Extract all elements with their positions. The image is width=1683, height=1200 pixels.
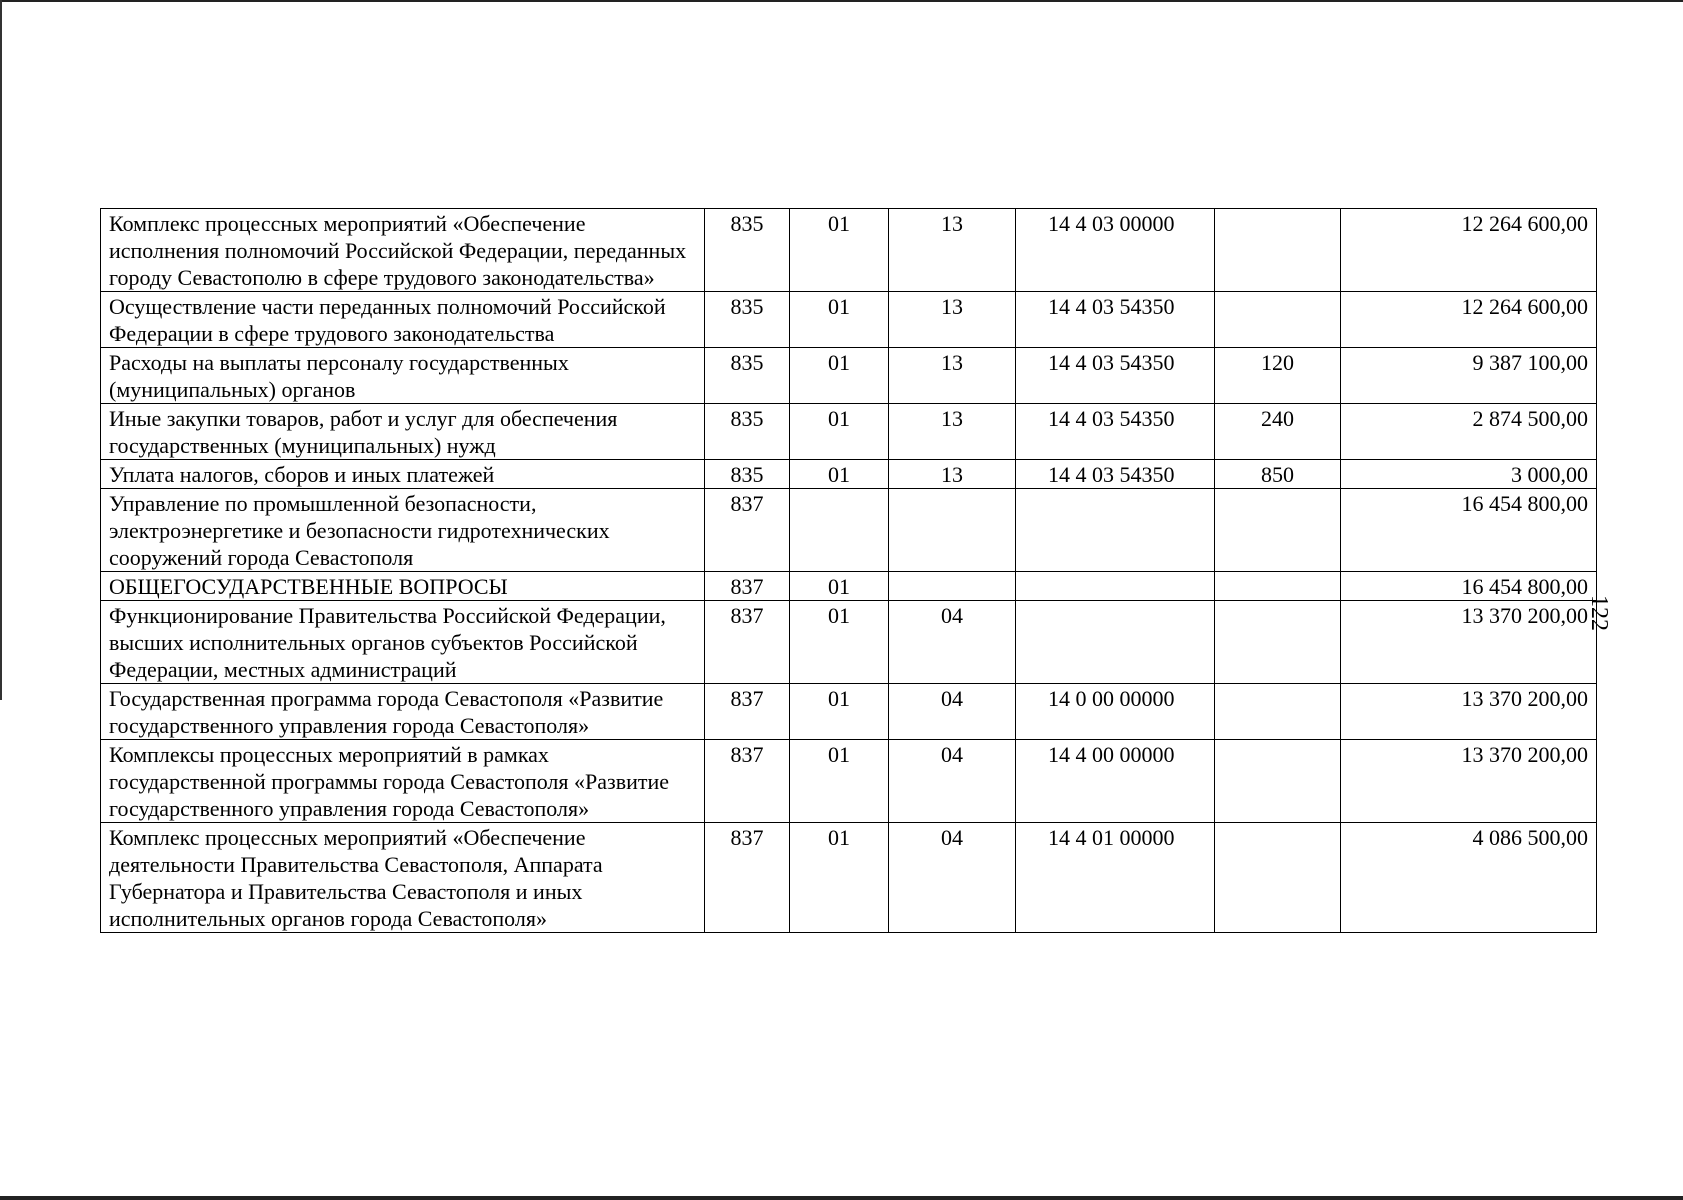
- table-row: [101, 292, 1597, 348]
- row-pr: 13: [889, 404, 1016, 460]
- row-pr: 04: [889, 823, 1016, 933]
- row-rz: 01: [790, 348, 889, 404]
- row-vr: [1215, 572, 1341, 601]
- table-row: [101, 740, 1597, 823]
- row-rz: 01: [790, 209, 889, 292]
- row-grbs: 835: [705, 404, 790, 460]
- row-name: Комплексы процессных мероприятий в рамках государственной программы города Севастополя «Развитие государственного управления города Севастополя»: [101, 740, 705, 823]
- table-row: [101, 404, 1597, 460]
- row-pr: 04: [889, 740, 1016, 823]
- row-vr: [1215, 209, 1341, 292]
- row-amount: 9 387 100,00: [1341, 348, 1597, 404]
- row-pr: 13: [889, 348, 1016, 404]
- row-rz: 01: [790, 460, 889, 489]
- row-csr: 14 4 00 00000: [1016, 740, 1215, 823]
- row-pr: 04: [889, 684, 1016, 740]
- table-row: [101, 460, 1597, 489]
- row-rz: 01: [790, 292, 889, 348]
- row-vr: [1215, 601, 1341, 684]
- row-amount: 2 874 500,00: [1341, 404, 1597, 460]
- row-amount: 13 370 200,00: [1341, 601, 1597, 684]
- row-grbs: 837: [705, 572, 790, 601]
- row-rz: 01: [790, 823, 889, 933]
- row-grbs: 835: [705, 209, 790, 292]
- row-grbs: 837: [705, 740, 790, 823]
- row-grbs: 835: [705, 348, 790, 404]
- row-grbs: 835: [705, 292, 790, 348]
- row-amount: 4 086 500,00: [1341, 823, 1597, 933]
- row-csr: 14 4 03 54350: [1016, 292, 1215, 348]
- budget-table: [100, 208, 1597, 933]
- row-name: Уплата налогов, сборов и иных платежей: [101, 460, 705, 489]
- row-csr: 14 4 03 00000: [1016, 209, 1215, 292]
- row-csr: [1016, 572, 1215, 601]
- row-name: Государственная программа города Севастополя «Развитие государственного управления города Севастополя»: [101, 684, 705, 740]
- table-row: [101, 489, 1597, 572]
- table-row: [101, 572, 1597, 601]
- row-csr: 14 4 03 54350: [1016, 460, 1215, 489]
- row-pr: 13: [889, 292, 1016, 348]
- row-amount: 13 370 200,00: [1341, 740, 1597, 823]
- row-csr: 14 4 03 54350: [1016, 348, 1215, 404]
- table-row: [101, 601, 1597, 684]
- row-rz: 01: [790, 404, 889, 460]
- row-vr: 850: [1215, 460, 1341, 489]
- row-rz: [790, 489, 889, 572]
- row-pr: 04: [889, 601, 1016, 684]
- row-name: Осуществление части переданных полномочий Российской Федерации в сфере трудового законодательства: [101, 292, 705, 348]
- row-grbs: 837: [705, 601, 790, 684]
- row-csr: 14 4 03 54350: [1016, 404, 1215, 460]
- row-pr: [889, 489, 1016, 572]
- table-row: [101, 684, 1597, 740]
- row-name: Комплекс процессных мероприятий «Обеспечение исполнения полномочий Российской Федерации, переданных городу Севастополю в сфере трудового законодательства»: [101, 209, 705, 292]
- row-csr: 14 0 00 00000: [1016, 684, 1215, 740]
- row-vr: 120: [1215, 348, 1341, 404]
- row-amount: 3 000,00: [1341, 460, 1597, 489]
- row-rz: 01: [790, 740, 889, 823]
- row-pr: 13: [889, 460, 1016, 489]
- table-row: [101, 209, 1597, 292]
- row-rz: 01: [790, 601, 889, 684]
- row-amount: 13 370 200,00: [1341, 684, 1597, 740]
- row-csr: [1016, 489, 1215, 572]
- row-name: Управление по промышленной безопасности, электроэнергетике и безопасности гидротехнических сооружений города Севастополя: [101, 489, 705, 572]
- row-csr: 14 4 01 00000: [1016, 823, 1215, 933]
- row-pr: [889, 572, 1016, 601]
- row-name: Расходы на выплаты персоналу государственных (муниципальных) органов: [101, 348, 705, 404]
- row-vr: 240: [1215, 404, 1341, 460]
- row-name: Функционирование Правительства Российской Федерации, высших исполнительных органов субъектов Российской Федерации, местных администраций: [101, 601, 705, 684]
- row-vr: [1215, 823, 1341, 933]
- row-name: ОБЩЕГОСУДАРСТВЕННЫЕ ВОПРОСЫ: [101, 572, 705, 601]
- row-amount: 16 454 800,00: [1341, 489, 1597, 572]
- row-vr: [1215, 684, 1341, 740]
- row-amount: 12 264 600,00: [1341, 209, 1597, 292]
- table-row: [101, 823, 1597, 933]
- row-name: Иные закупки товаров, работ и услуг для обеспечения государственных (муниципальных) нужд: [101, 404, 705, 460]
- row-rz: 01: [790, 572, 889, 601]
- table-body: [101, 209, 1597, 933]
- row-name: Комплекс процессных мероприятий «Обеспечение деятельности Правительства Севастополя, Аппарата Губернатора и Правительства Севастополя и иных исполнительных органов города Севастополя»: [101, 823, 705, 933]
- row-grbs: 837: [705, 489, 790, 572]
- row-grbs: 837: [705, 684, 790, 740]
- row-amount: 12 264 600,00: [1341, 292, 1597, 348]
- row-grbs: 837: [705, 823, 790, 933]
- scan-edge-left: [0, 0, 2, 700]
- row-csr: [1016, 601, 1215, 684]
- page-number: 122: [1586, 595, 1612, 631]
- row-amount: 16 454 800,00: [1341, 572, 1597, 601]
- row-grbs: 835: [705, 460, 790, 489]
- table-row: [101, 348, 1597, 404]
- row-vr: [1215, 292, 1341, 348]
- row-rz: 01: [790, 684, 889, 740]
- scan-edge-top: [0, 0, 1683, 2]
- row-vr: [1215, 489, 1341, 572]
- scan-edge-bottom: [0, 1196, 1683, 1200]
- row-pr: 13: [889, 209, 1016, 292]
- row-vr: [1215, 740, 1341, 823]
